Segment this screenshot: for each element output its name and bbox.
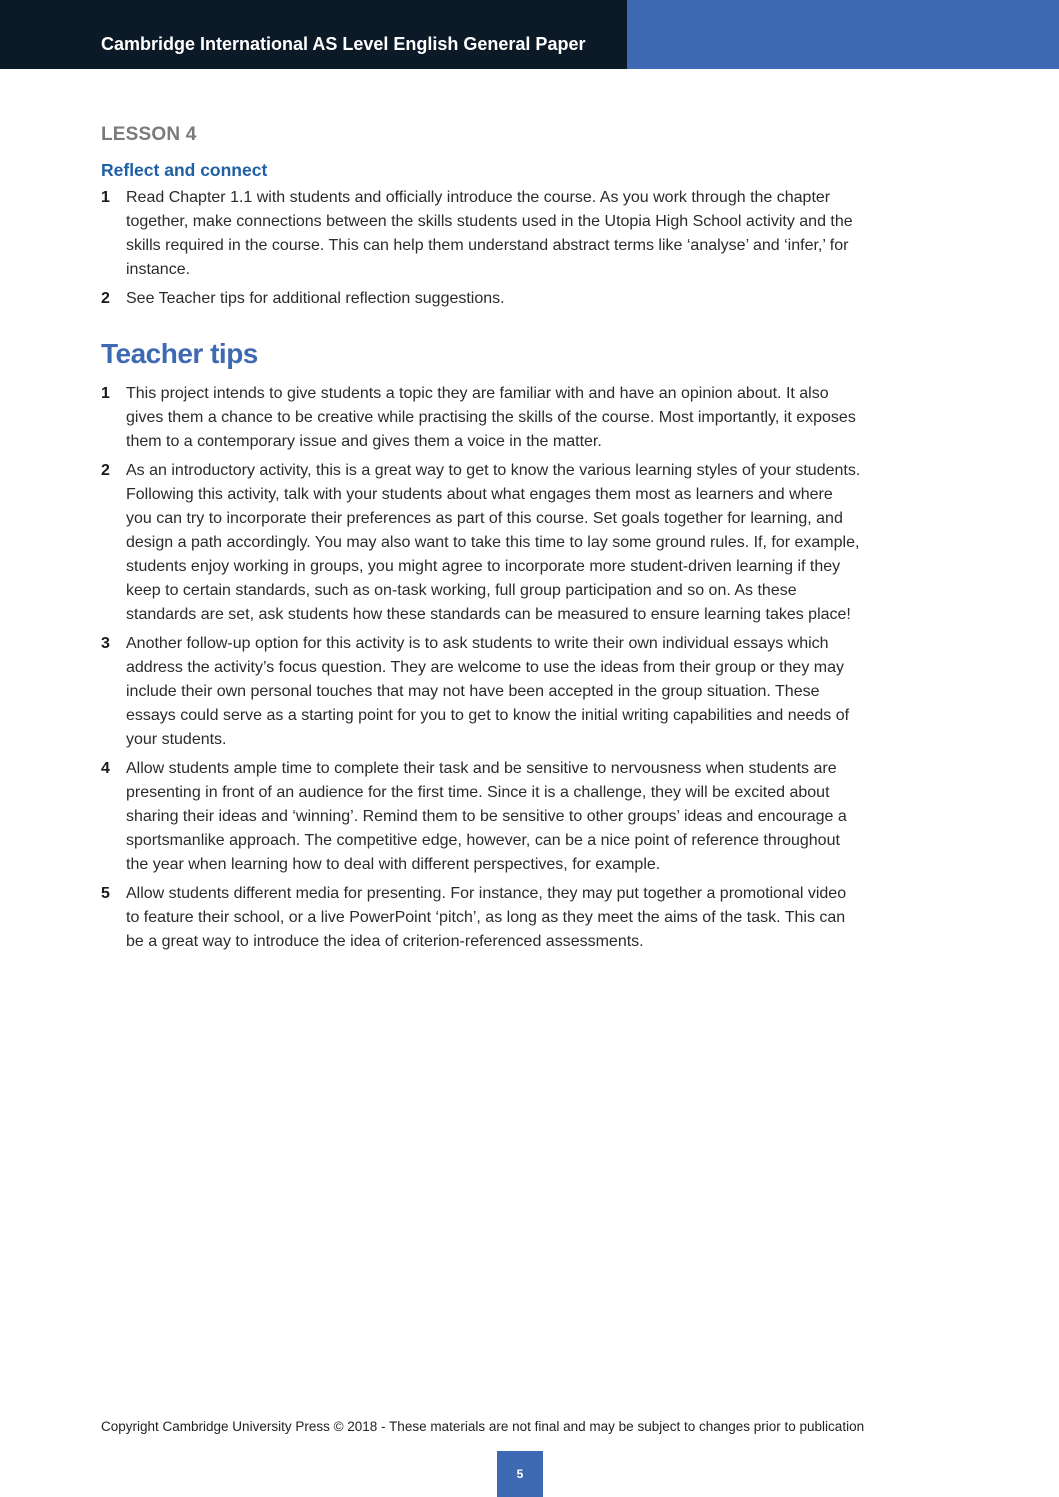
page-header <box>0 0 1059 69</box>
list-item <box>101 757 861 877</box>
list-item <box>101 459 861 627</box>
header-accent-band <box>627 0 1059 69</box>
item-text: This project intends to give students a topic they are familiar with and have an opinion about. It also gives them a chance to be creative while practising the skills of the course. Most importantly, it exposes them to a contemporary issue and gives them a voice in the matter. <box>126 385 856 450</box>
reflect-connect-heading: Reflect and connect <box>101 160 268 180</box>
teacher-tips-list <box>101 382 861 959</box>
reflect-list <box>101 186 861 316</box>
item-text: Another follow-up option for this activity is to ask students to write their own individual essays which address the activity’s focus question. They are welcome to use the ideas from their group or they may include their own personal touches that may not have been accepted in the group situation. These essays could serve as a starting point for you to get to know the initial writing capabilities and needs of your students. <box>126 635 850 748</box>
page-number: 5 <box>516 1467 524 1481</box>
list-item <box>101 186 861 282</box>
book-title: Cambridge International AS Level English General Paper <box>101 34 586 54</box>
item-number: 3 <box>101 635 110 652</box>
list-item <box>101 882 861 954</box>
item-number: 2 <box>101 462 110 479</box>
list-item <box>101 632 861 752</box>
list-item <box>101 287 861 311</box>
item-text: Allow students ample time to complete their task and be sensitive to nervousness when students are presenting in front of an audience for the first time. Since it is a challenge, they will be excited about sharing their ideas and ‘winning’. Remind them to be sensitive to other groups’ ideas and encourage a sportsmanlike approach. The competitive edge, however, can be a nice point of reference throughout the year when learning how to deal with different perspectives, for example. <box>126 760 847 873</box>
item-number: 5 <box>101 885 110 902</box>
page-number-badge <box>497 1451 543 1497</box>
item-number: 2 <box>101 290 110 307</box>
item-number: 4 <box>101 760 110 777</box>
lesson-label: LESSON 4 <box>101 124 197 145</box>
item-text: Read Chapter 1.1 with students and officially introduce the course. As you work through the chapter together, make connections between the skills students used in the Utopia High School activity and the skills required in the course. This can help them understand abstract terms like ‘analyse’ and ‘infer,’ for instance. <box>126 189 853 278</box>
teacher-tips-title: Teacher tips <box>101 338 258 369</box>
item-text: See Teacher tips for additional reflection suggestions. <box>126 290 505 307</box>
copyright-notice: Copyright Cambridge University Press © 2018 - These materials are not final and may be subject to changes prior to publication <box>101 1419 865 1434</box>
item-text: Allow students different media for presenting. For instance, they may put together a promotional video to feature their school, or a live PowerPoint ‘pitch’, as long as they meet the aims of the task. This can be a great way to introduce the idea of criterion-referenced assessments. <box>126 885 847 950</box>
list-item <box>101 382 861 454</box>
item-number: 1 <box>101 385 110 402</box>
item-number: 1 <box>101 189 110 206</box>
item-text: As an introductory activity, this is a great way to get to know the various learning styles of your students. Following this activity, talk with your students about what engages them most as learners and where you can try to incorporate their preferences as part of this course. Set goals together for learning, and design a path accordingly. You may also want to take this time to lay some ground rules. If, for example, students enjoy working in groups, you might agree to incorporate more student-driven learning if they keep to certain standards, such as on-task working, full group participation and so on. As these standards are set, ask students how these standards can be measured to ensure learning takes place! <box>126 462 861 623</box>
